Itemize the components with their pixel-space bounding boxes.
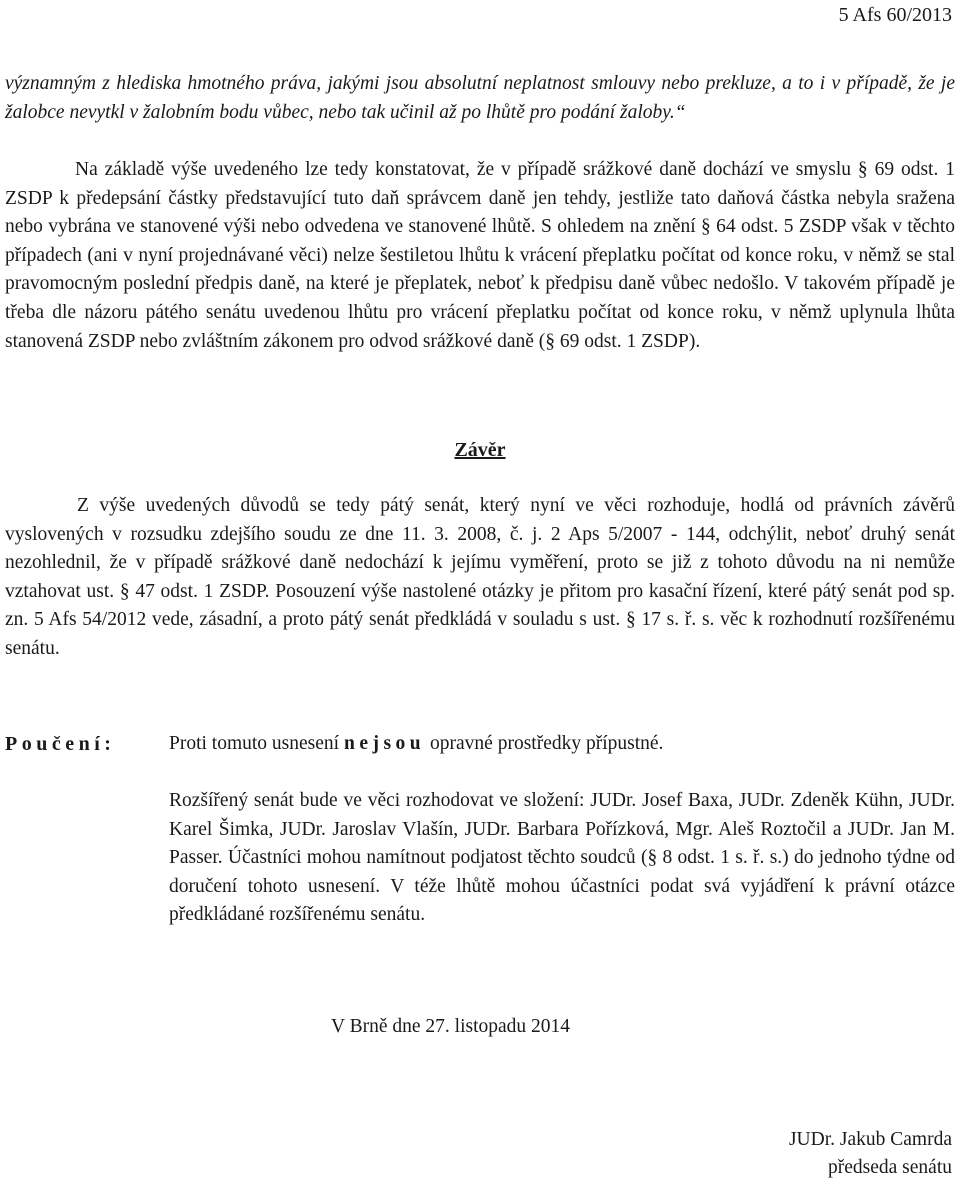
- paragraph-conclusion: Z výše uvedených důvodů se tedy pátý senát, který nyní ve věci rozhoduje, hodlá od právních závěrů vyslovených v rozsudku zdejšího soudu ze dne 11. 3. 2008, č. j. 2 Aps 5/2007 - 144, odchýlit, neboť druhý senát nezohlednil, že v případě srážkové daně nedochází k jejímu vyměření, proto se již z tohoto důvodu na ni nemůže vztahovat ust. § 47 odst. 1 ZSDP. Posouzení výše nastolené otázky je přitom pro kasační řízení, které pátý senát pod sp. zn. 5 Afs 54/2012 vede, zásadní, a proto pátý senát předkládá v souladu s ust. § 17 s. ř. s. věc k rozhodnutí rozšířenému senátu.: [5, 495, 955, 659]
- instruction-label: Poučení:: [5, 733, 116, 755]
- instruction-text-after: opravné prostředky přípustné.: [430, 733, 664, 754]
- instruction-text: [169, 730, 955, 759]
- place-and-date: V Brně dne 27. listopadu 2014: [331, 1016, 571, 1037]
- page-number: 5 Afs 60/2013: [838, 4, 952, 26]
- panel-composition: Rozšířený senát bude ve věci rozhodovat ve složení: JUDr. Josef Baxa, JUDr. Zdeněk Kühn, JUDr. Karel Šimka, JUDr. Jaroslav Vlašín, JUDr. Barbara Pořízková, Mgr. Aleš Roztočil a JUDr. Jan M. Passer. Účastníci mohou namítnout podjatost těchto soudců (§ 8 odst. 1 s. ř. s.) do jednoho týdne od doručení tohoto usnesení. V téže lhůtě mohou účastníci podat svá vyjádření k právní otázce předkládané rozšířenému senátu.: [169, 790, 955, 926]
- section-heading: Závěr: [454, 439, 506, 461]
- signature-role: předseda senátu: [828, 1157, 952, 1178]
- instruction-emphasis: nejsou: [343, 733, 426, 754]
- quotation-end: významným z hlediska hmotného práva, jakými jsou absolutní neplatnost smlouvy nebo prekluze, a to i v případě, že je žalobce nevytkl v žalobním bodu vůbec, nebo tak učinil až po lhůtě pro podání žaloby.“: [5, 73, 955, 123]
- signature-name: JUDr. Jakub Camrda: [788, 1129, 952, 1150]
- paragraph-reasoning: Na základě výše uvedeného lze tedy konstatovat, že v případě srážkové daně dochází ve smyslu § 69 odst. 1 ZSDP k předepsání částky představující tuto daň správcem daně jen tehdy, jestliže tato daňová částka nebyla sražena nebo vybrána ve stanovené výši nebo odvedena ve stanovené lhůtě. S ohledem na znění § 64 odst. 5 ZSDP však v těchto případech (ani v nyní projednávané věci) nelze šestiletou lhůtu k vrácení přeplatku počítat od konce roku, v němž se stal pravomocným poslední předpis daně, na které je přeplatek, neboť k předpisu daně vůbec nedošlo. V takovém případě je třeba dle názoru pátého senátu uvedenou lhůtu pro vrácení přeplatku počítat od konce roku, v němž uplynula lhůta stanovená ZSDP nebo zvláštním zákonem pro odvod srážkové daně (§ 69 odst. 1 ZSDP).: [5, 159, 955, 352]
- instruction-text-before: Proti tomuto usnesení: [169, 733, 340, 754]
